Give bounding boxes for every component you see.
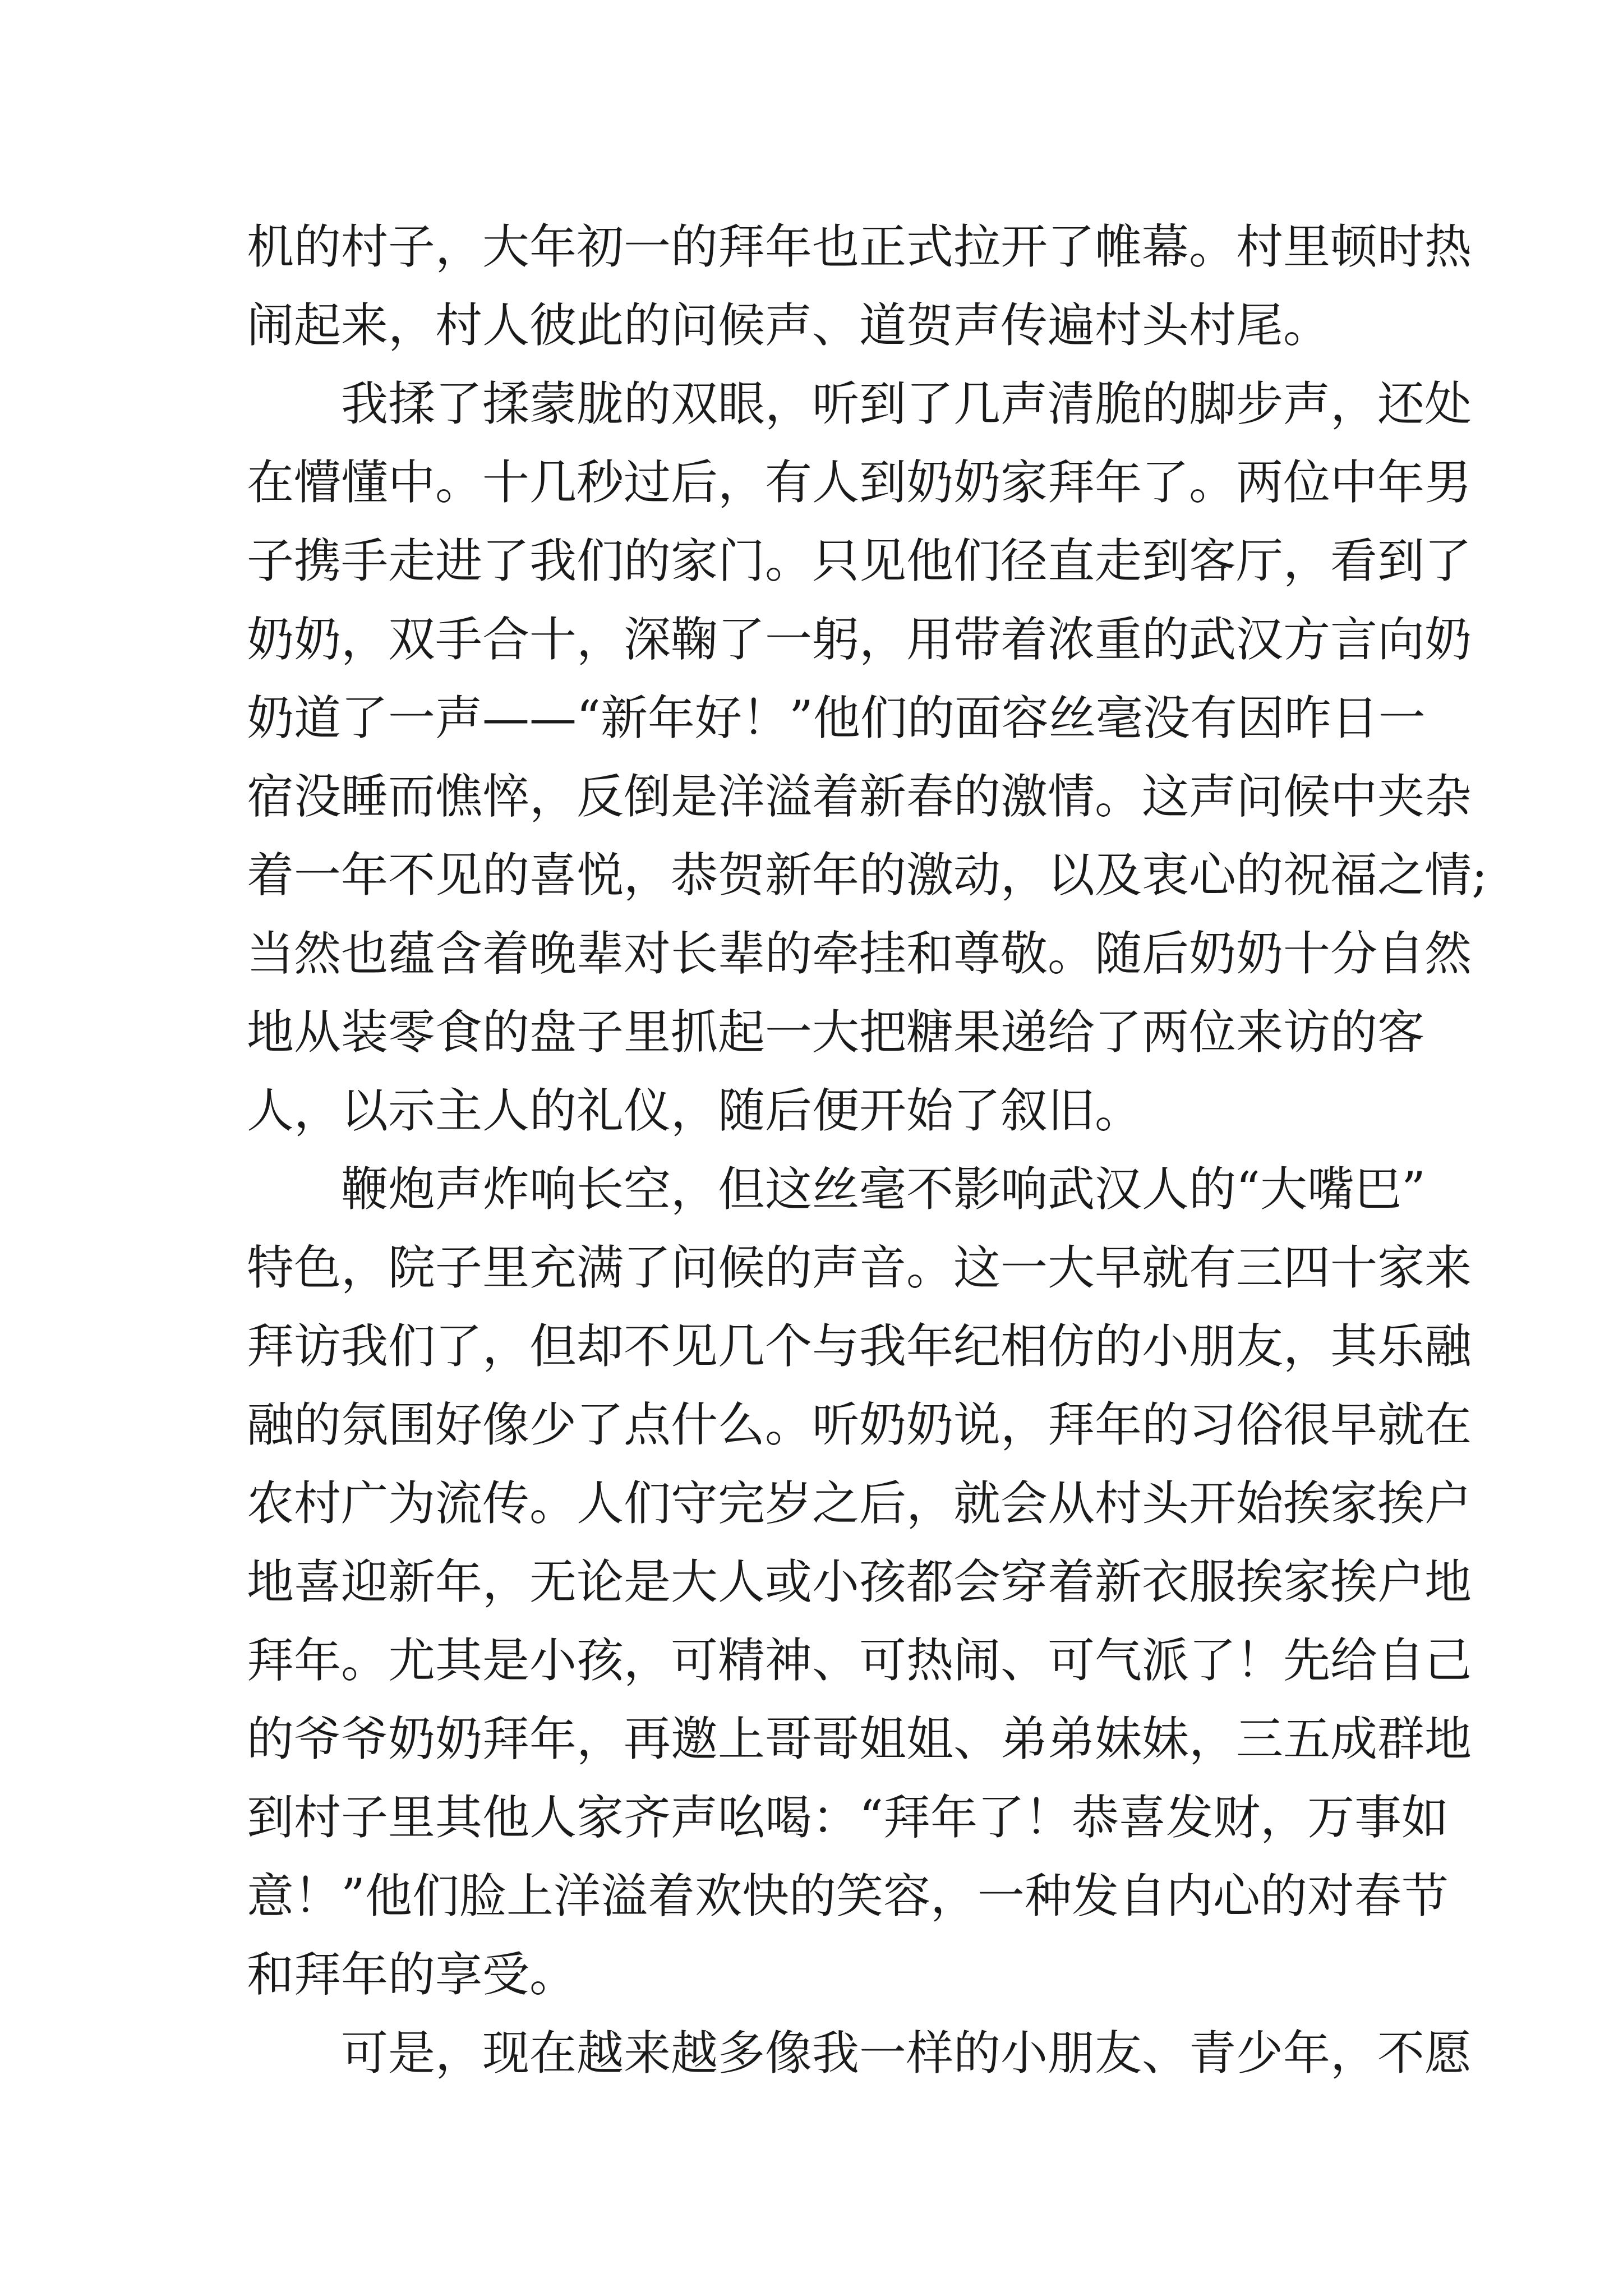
- text-line: 和拜年的享受。: [247, 1947, 577, 2002]
- text-line: 融的氛围好像少了点什么。听奶奶说，拜年的习俗很早就在: [247, 1397, 1472, 1452]
- text-line: 的爷爷奶奶拜年，再邀上哥哥姐姐、弟弟妹妹，三五成群地: [247, 1711, 1472, 1766]
- text-line: 农村广为流传。人们守完岁之后，就会从村头开始挨家挨户: [247, 1476, 1472, 1531]
- text-line: 可是，现在越来越多像我一样的小朋友、青少年，不愿: [341, 2026, 1472, 2081]
- text-line: 当然也蕴含着晚辈对长辈的牵挂和尊敬。随后奶奶十分自然: [247, 926, 1472, 981]
- text-line: 着一年不见的喜悦，恭贺新年的激动，以及衷心的祝福之情;: [247, 848, 1488, 903]
- text-line: 特色，院子里充满了问候的声音。这一大早就有三四十家来: [247, 1240, 1472, 1295]
- text-line: 鞭炮声炸响长空，但这丝毫不影响武汉人的“大嘴巴”: [341, 1162, 1426, 1217]
- text-line: 奶道了一声——“新年好！”他们的面容丝毫没有因昨日一: [247, 691, 1426, 746]
- text-line: 地喜迎新年，无论是大人或小孩都会穿着新衣服挨家挨户地: [247, 1554, 1472, 1609]
- text-line: 闹起来，村人彼此的问候声、道贺声传遍村头村尾。: [247, 298, 1331, 353]
- text-line: 意！”他们脸上洋溢着欢快的笑容，一种发自内心的对春节: [247, 1869, 1449, 1924]
- text-line: 人，以示主人的礼仪，随后便开始了叙旧。: [247, 1083, 1142, 1138]
- text-line: 宿没睡而憔悴，反倒是洋溢着新春的激情。这声问候中夹杂: [247, 769, 1472, 824]
- text-line: 奶奶，双手合十，深鞠了一躬，用带着浓重的武汉方言向奶: [247, 612, 1472, 667]
- text-line: 拜访我们了，但却不见几个与我年纪相仿的小朋友，其乐融: [247, 1319, 1472, 1374]
- text-line: 到村子里其他人家齐声吆喝：“拜年了！恭喜发财，万事如: [247, 1790, 1449, 1845]
- text-line: 机的村子，大年初一的拜年也正式拉开了帷幕。村里顿时热: [247, 219, 1472, 274]
- text-line: 拜年。尤其是小孩，可精神、可热闹、可气派了！先给自己: [247, 1633, 1472, 1688]
- text-line: 我揉了揉蒙胧的双眼，听到了几声清脆的脚步声，还处: [341, 376, 1472, 431]
- text-line: 地从装零食的盘子里抓起一大把糖果递给了两位来访的客: [247, 1005, 1425, 1060]
- text-line: 子携手走进了我们的家门。只见他们径直走到客厅，看到了: [247, 533, 1472, 588]
- body-text: [247, 208, 1488, 2092]
- text-line: 在懵懂中。十几秒过后，有人到奶奶家拜年了。两位中年男: [247, 455, 1472, 510]
